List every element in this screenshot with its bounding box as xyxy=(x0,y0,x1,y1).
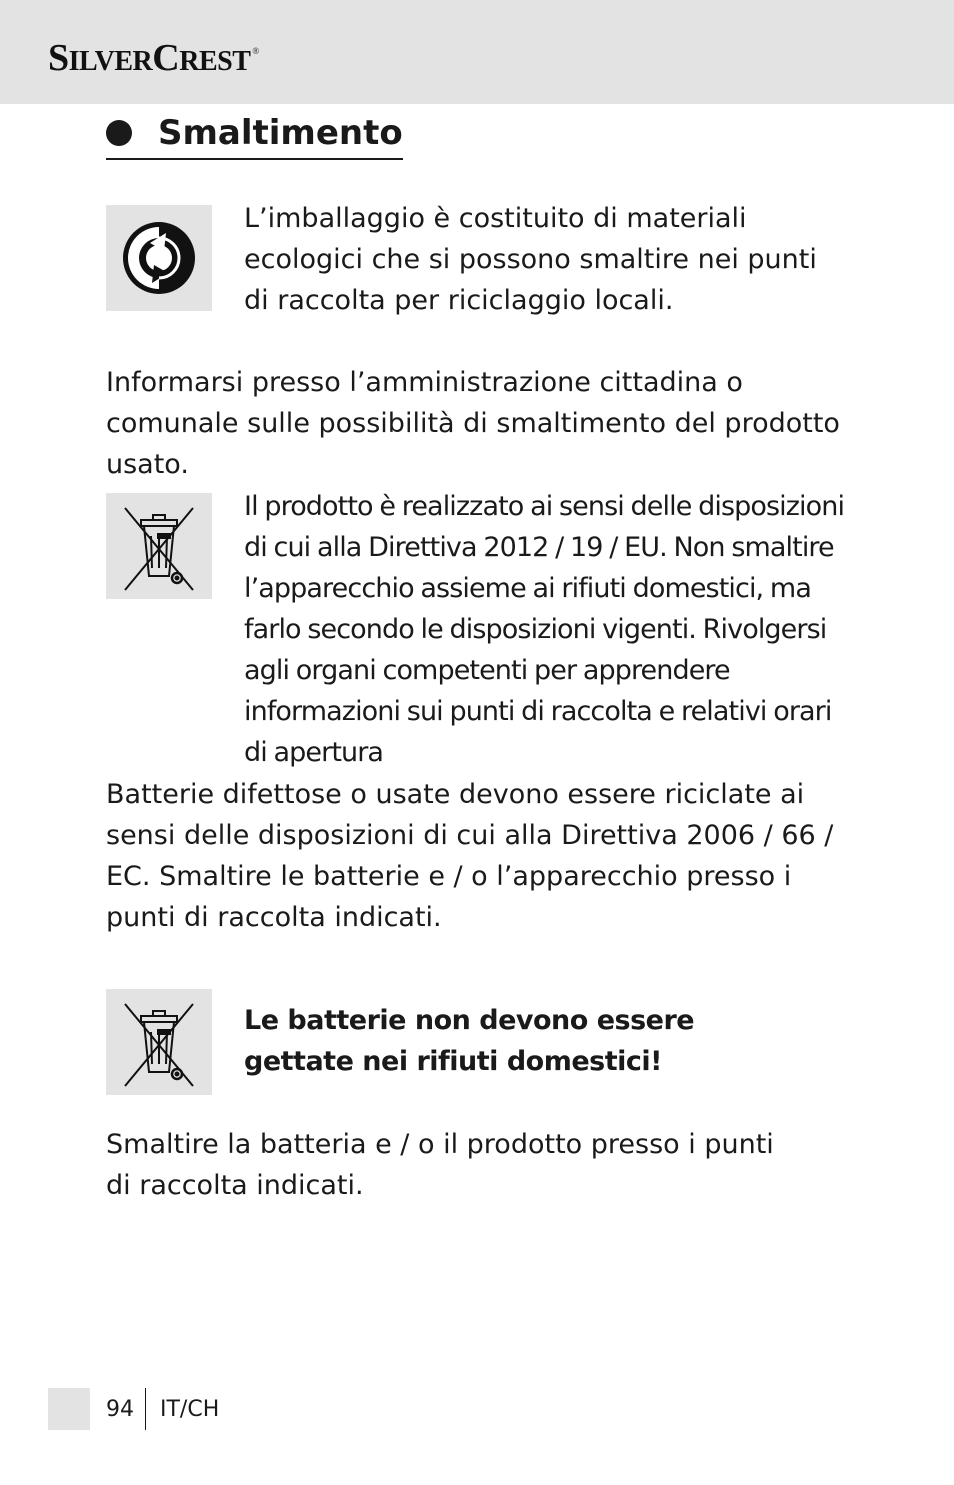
logo-text: ILVER xyxy=(68,46,153,77)
silvercrest-logo xyxy=(48,36,259,79)
green-dot-recycling-icon xyxy=(106,205,212,311)
battery-warning: Le batterie non devono essere gettate nei rifiuti domestici! xyxy=(244,1005,695,1077)
section-heading xyxy=(106,110,403,160)
logo-letter: S xyxy=(48,37,69,79)
crossed-out-bin-icon xyxy=(106,989,212,1095)
directive-paragraph: Il prodotto è realizzato ai sensi delle disposizioni di cui alla Direttiva 2012 / 19 / EU. Non smaltire l’apparecchio assieme ai rifiuti domestici, ma farlo secondo le disposizioni vigenti. Rivolgersi agli organi competenti per apprendere informazioni sui punti di raccolta e relativi orari di apertura xyxy=(244,491,845,768)
section-title: Smaltimento xyxy=(158,113,403,153)
batteries-paragraph: Batterie difettose o usate devono essere riciclate ai sensi delle disposizioni di cui alla Direttiva 2006 / 66 / EC. Smaltire le batterie e / o l’apparecchio presso i punti di raccolta indicati. xyxy=(106,779,834,933)
locale-label: IT/CH xyxy=(160,1397,220,1422)
registered-mark: ® xyxy=(252,46,259,56)
crossed-out-bin-icon xyxy=(106,493,212,599)
logo-letter: C xyxy=(152,37,180,79)
page-header xyxy=(0,0,954,104)
footer-marker xyxy=(48,1388,90,1430)
footer-divider xyxy=(145,1388,146,1430)
final-paragraph: Smaltire la batteria e / o il prodotto presso i punti di raccolta indicati. xyxy=(106,1129,774,1201)
inform-paragraph: Informarsi presso l’amministrazione cittadina o comunale sulle possibilità di smaltimento del prodotto usato. xyxy=(106,367,840,480)
bullet-icon xyxy=(106,120,132,146)
logo-text: REST xyxy=(179,46,251,77)
packaging-paragraph: L’imballaggio è costituito di materiali ecologici che si possono smaltire nei punti di raccolta per riciclaggio locali. xyxy=(244,203,817,316)
page-number: 94 xyxy=(106,1397,134,1422)
